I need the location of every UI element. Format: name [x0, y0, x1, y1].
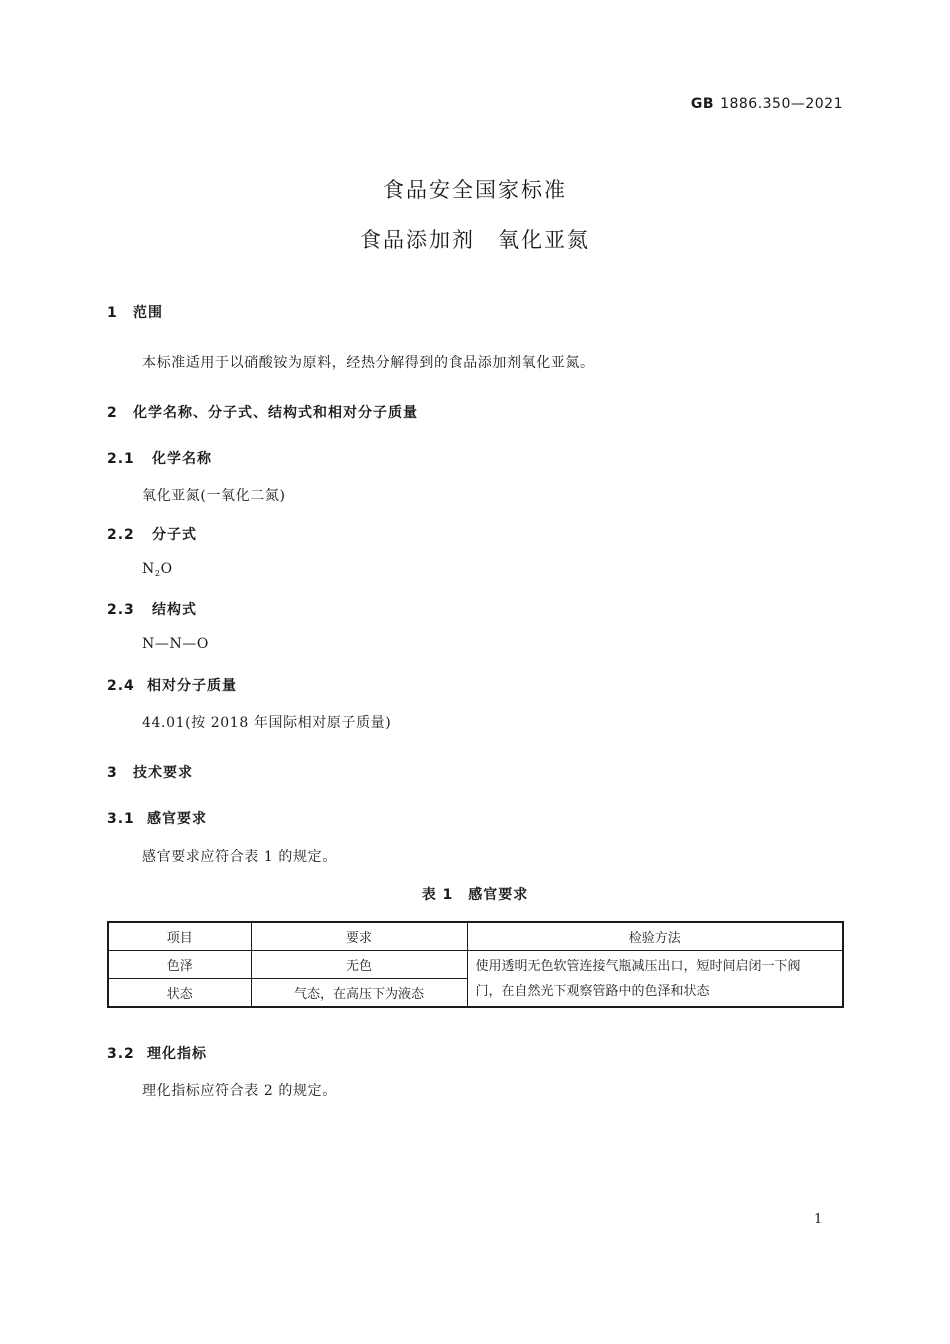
section-number: 1 [107, 305, 118, 321]
title-sub: 食品添加剂 氧化亚氮 [360, 228, 590, 252]
method-line-2: 门，在自然光下观察管路中的色泽和状态 [475, 983, 710, 999]
section-number: 3.2 [107, 1046, 135, 1062]
section-number: 3 [107, 765, 118, 781]
title-main: 食品安全国家标准 [383, 178, 567, 202]
section-number: 2.2 [107, 527, 135, 543]
structural-formula: N—N—O [142, 636, 209, 652]
section-2-2-heading [107, 524, 197, 544]
header-item: 项目 [108, 922, 251, 951]
header-requirement: 要求 [251, 922, 467, 951]
section-2-4-heading [107, 675, 237, 695]
section-number: 2 [107, 405, 118, 421]
section-number: 3.1 [107, 811, 135, 827]
formula-n: N [142, 561, 155, 577]
chemical-name: 氧化亚氮(一氧化二氮) [142, 488, 286, 504]
formula-o: O [160, 561, 173, 577]
page-number: 1 [814, 1212, 823, 1227]
row-requirement: 无色 [251, 951, 467, 979]
section-title: 分子式 [152, 527, 197, 543]
section-title: 相对分子质量 [147, 678, 237, 694]
section-title: 范围 [133, 305, 163, 321]
method-line-1: 使用透明无色软管连接气瓶减压出口，短时间启闭一下阀 [475, 958, 801, 974]
formula-subscript: 2 [154, 569, 161, 578]
section-title: 化学名称、分子式、结构式和相对分子质量 [133, 405, 418, 421]
molecular-formula [142, 561, 173, 578]
standard-prefix: GB [690, 96, 715, 112]
section-number: 2.3 [107, 602, 135, 618]
table-header-row [108, 922, 843, 951]
section-title: 化学名称 [152, 451, 212, 467]
table-row [108, 951, 843, 979]
section-3-1-heading [107, 808, 207, 828]
section-title: 理化指标 [147, 1046, 207, 1062]
section-number: 2.4 [107, 678, 135, 694]
section-2-1-heading [107, 448, 212, 468]
section-1-text: 本标准适用于以硝酸铵为原料，经热分解得到的食品添加剂氧化亚氮。 [142, 355, 595, 371]
row-item: 状态 [108, 979, 251, 1008]
section-title: 感官要求 [147, 811, 207, 827]
row-method [467, 951, 843, 1008]
section-2-heading [107, 402, 418, 422]
standard-number: 1886.350—2021 [720, 96, 843, 112]
section-3-heading [107, 762, 193, 782]
standard-code [691, 96, 843, 112]
molecular-mass: 44.01(按 2018 年国际相对原子质量) [142, 715, 392, 731]
header-method: 检验方法 [467, 922, 843, 951]
row-requirement: 气态，在高压下为液态 [251, 979, 467, 1008]
section-number: 2.1 [107, 451, 135, 467]
row-item: 色泽 [108, 951, 251, 979]
section-title: 技术要求 [133, 765, 193, 781]
table-1-caption: 表 1 感官要求 [421, 887, 529, 903]
section-2-3-heading [107, 599, 197, 619]
section-title: 结构式 [152, 602, 197, 618]
section-1-heading [107, 302, 163, 322]
section-3-2-text: 理化指标应符合表 2 的规定。 [142, 1083, 337, 1099]
section-3-2-heading [107, 1043, 207, 1063]
table-1 [107, 921, 844, 1008]
section-3-1-text: 感官要求应符合表 1 的规定。 [142, 849, 337, 865]
